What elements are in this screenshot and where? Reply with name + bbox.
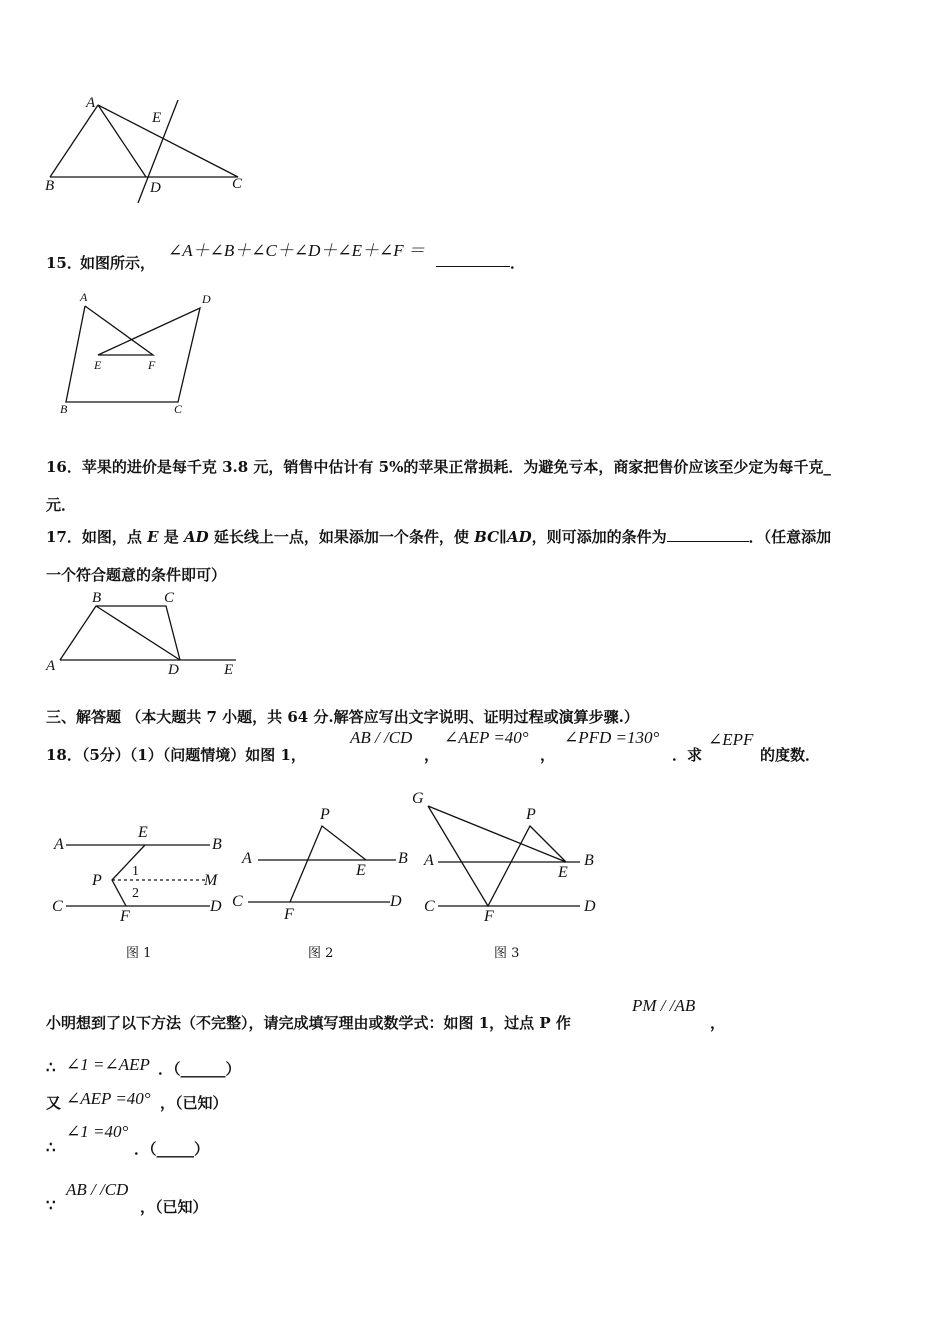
q18-method-formula: PM / /AB: [632, 996, 696, 1015]
q18-comma-1: ，: [424, 746, 440, 764]
q15-label-F: F: [148, 358, 156, 372]
q17-label-B: B: [92, 590, 102, 606]
q17-point-e: E: [147, 528, 159, 546]
step3-therefore: ∴: [46, 1138, 56, 1156]
q17-label-C: C: [164, 590, 175, 606]
fig1-label-2: 2: [132, 886, 139, 901]
step4-because: ∵: [46, 1196, 56, 1214]
fig2-label-E: E: [356, 862, 366, 879]
q17-text-b: 是: [158, 528, 184, 546]
fig2-label-D: D: [390, 893, 402, 910]
q18-intro: 18．（5分）（1）（问题情境）如图 1，: [46, 746, 306, 764]
label-E: E: [152, 110, 162, 126]
q17-segment-ad: AD: [184, 528, 209, 546]
fig1-label-B: B: [212, 836, 222, 853]
fig2-label-P: P: [320, 806, 330, 823]
fig3-caption: 图 3: [494, 946, 520, 961]
q18-formula-3: ∠PFD =130°: [564, 728, 660, 747]
fig1-label-D: D: [210, 898, 222, 915]
q15-formula: ∠A＋∠B＋∠C＋∠D＋∠E＋∠F ＝: [168, 241, 425, 260]
q17-text-e: ．（任意添加: [748, 528, 832, 546]
fig3-label-P: P: [526, 806, 536, 823]
fig3-label-C: C: [424, 898, 435, 915]
q17-line2: 一个符合题意的条件即可）: [46, 566, 227, 584]
q18-formula-2: ∠AEP =40°: [444, 728, 529, 747]
q15-text: 如图所示，: [80, 254, 156, 272]
fig2-caption: 图 2: [308, 946, 334, 961]
label-D: D: [150, 180, 161, 196]
fig3-label-E: E: [558, 864, 568, 881]
fig1-label-E: E: [138, 824, 148, 841]
fig1-label-F: F: [120, 908, 130, 925]
fig2-label-A: A: [242, 850, 252, 867]
step4-reason: ，（已知）: [140, 1198, 208, 1216]
q17-text-d: ，则可添加的条件为: [531, 528, 667, 546]
section-3-heading: 三、解答题 （本大题共 7 小题，共 64 分.解答应写出文字说明、证明过程或演算步骤.）: [46, 708, 639, 726]
q17-label-D: D: [168, 662, 179, 678]
q18-formula-4: ∠EPF: [708, 730, 754, 749]
fig3-label-B: B: [584, 852, 594, 869]
fig1-label-C: C: [52, 898, 63, 915]
q17-text-c: 延长线上一点，如果添加一个条件，使: [208, 528, 475, 546]
fig3-label-A: A: [424, 852, 434, 869]
q18-tail: 的度数．: [760, 746, 821, 764]
q18-method-end: ，: [710, 1014, 726, 1032]
step4-formula: AB / /CD: [66, 1180, 129, 1199]
step3-reason[interactable]: ．（_____）: [134, 1140, 210, 1158]
fig3-label-D: D: [584, 898, 596, 915]
q15-label-B: B: [60, 402, 68, 416]
q15-label-D: D: [202, 292, 211, 306]
step2-prefix: 又: [46, 1094, 62, 1112]
q15-label-A: A: [80, 290, 88, 304]
label-A: A: [86, 95, 96, 111]
fig2-label-F: F: [284, 906, 294, 923]
step3-formula: ∠1 =40°: [66, 1122, 129, 1141]
q18-comma-2: ，: [540, 746, 556, 764]
fig1-label-P: P: [92, 872, 102, 889]
fig2-label-C: C: [232, 893, 243, 910]
q16-line2: 元．: [46, 496, 77, 514]
q15-number: 15．: [46, 254, 82, 272]
label-B: B: [45, 178, 55, 194]
q15-label-C: C: [174, 402, 183, 416]
q17-text-a: 17．如图，点: [46, 528, 148, 546]
label-C: C: [232, 176, 243, 192]
fig1-label-A: A: [54, 836, 64, 853]
step2-formula: ∠AEP =40°: [66, 1089, 151, 1108]
fig1-caption: 图 1: [126, 946, 152, 961]
q15-label-E: E: [94, 358, 102, 372]
fig3-label-F: F: [484, 908, 494, 925]
step2-reason: ，（已知）: [160, 1094, 228, 1112]
step1-formula: ∠1 =∠AEP: [66, 1055, 150, 1074]
q18-ask: ．求: [672, 746, 703, 764]
q18-formula-1: AB / /CD: [350, 728, 413, 747]
fig2-label-B: B: [398, 850, 408, 867]
q18-method: 小明想到了以下方法（不完整），请完成填写理由或数学式：如图 1，过点 P 作: [46, 1014, 571, 1032]
step1-therefore: ∴: [46, 1058, 56, 1076]
fig1-label-1: 1: [132, 864, 139, 879]
fig3-label-G: G: [412, 790, 424, 807]
q15-end: ．: [510, 254, 526, 272]
q17-label-A: A: [46, 658, 56, 674]
q17-label-E: E: [224, 662, 234, 678]
fig1-label-M: M: [204, 872, 218, 889]
q16-line1: 16．苹果的进价是每千克 3.8 元，销售中估计有 5%的苹果正常损耗．为避免亏本，商家把售价应该至少定为每千克_: [46, 458, 831, 476]
step1-reason[interactable]: ．（______）: [158, 1060, 241, 1078]
q17-parallel: BC∥AD: [474, 528, 532, 546]
